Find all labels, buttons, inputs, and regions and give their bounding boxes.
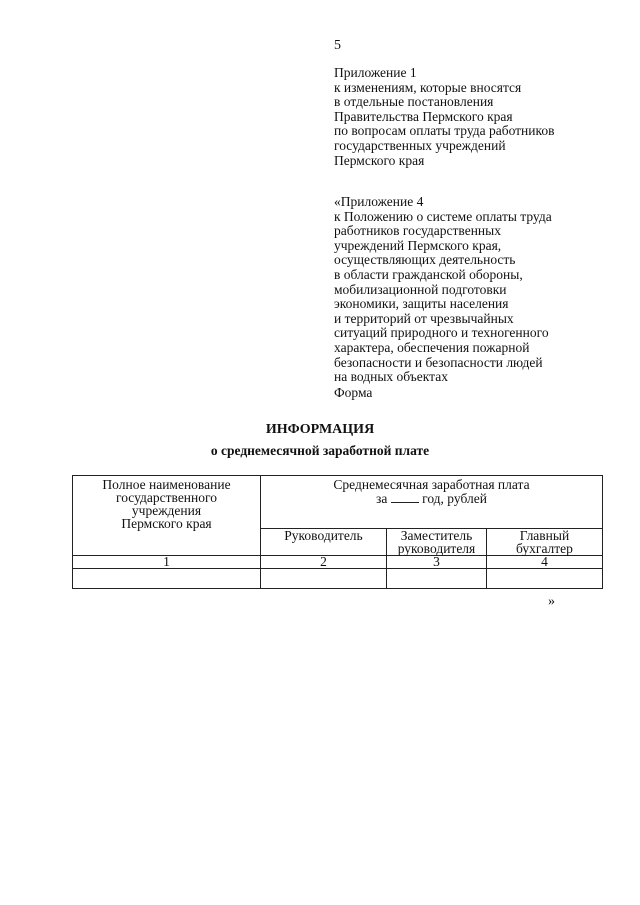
year-blank-field [391, 491, 419, 503]
header-line: Руководитель [284, 528, 363, 543]
column-number: 1 [73, 556, 261, 569]
appendix-1-line: по вопросам оплаты труда работников [334, 123, 555, 139]
table-cell [487, 569, 603, 589]
header-line: Пермского края [121, 516, 212, 531]
header-average-salary [261, 476, 603, 529]
appendix-1-header [334, 66, 614, 168]
table-row [73, 569, 603, 589]
appendix-1-line: Приложение 1 [334, 65, 417, 80]
column-number: 3 [387, 556, 487, 569]
header-line: руководителя [397, 541, 476, 556]
header-director [261, 529, 387, 556]
document-title: ИНФОРМАЦИЯ [265, 422, 375, 437]
appendix-4-line: работников государственных [334, 223, 501, 239]
table-cell [387, 569, 487, 589]
appendix-4-line: безопасности и безопасности людей [334, 354, 543, 370]
appendix-4-line: ситуаций природного и техногенного [334, 325, 549, 341]
appendix-1-line: государственных учреждений [334, 137, 506, 153]
appendix-1-line: Пермского края [334, 152, 425, 168]
header-line: бухгалтер [516, 541, 573, 556]
document-subtitle: о среднемесячной заработной плате [210, 443, 430, 458]
appendix-1-line: в отдельные постановления [334, 94, 494, 110]
table-header-row [73, 476, 603, 529]
header-period-prefix: за [376, 491, 388, 506]
closing-quote: » [548, 594, 555, 609]
appendix-4-line: мобилизационной подготовки [334, 281, 507, 297]
header-period-suffix: год, рублей [422, 491, 487, 506]
header-line: Полное наименование [102, 477, 231, 492]
appendix-4-line: и территорий от чрезвычайных [334, 310, 514, 326]
appendix-4-line: к Положению о системе оплаты труда [334, 208, 552, 224]
salary-table [72, 475, 603, 589]
appendix-4-line: экономики, защиты населения [334, 296, 509, 312]
form-label: Форма [334, 385, 373, 400]
appendix-4-line: в области гражданской обороны, [334, 266, 523, 282]
appendix-4-header [334, 195, 614, 385]
column-number-row [73, 556, 603, 569]
appendix-4-line: характера, обеспечения пожарной [334, 339, 530, 355]
appendix-1-line: к изменениям, которые вносятся [334, 79, 522, 95]
appendix-1-line: Правительства Пермского края [334, 108, 513, 124]
appendix-4-line: учреждений Пермского края, [334, 237, 502, 253]
header-deputy-director [387, 529, 487, 556]
header-chief-accountant [487, 529, 603, 556]
header-line: учреждения [131, 503, 202, 518]
header-line: государственного [116, 490, 217, 505]
table-cell [261, 569, 387, 589]
table-cell [73, 569, 261, 589]
page-number: 5 [334, 38, 341, 53]
column-number: 2 [261, 556, 387, 569]
header-line: Заместитель [400, 528, 473, 543]
appendix-4-line: на водных объектах [334, 369, 448, 385]
header-institution-name [73, 476, 261, 556]
appendix-4-line: осуществляющих деятельность [334, 252, 516, 268]
header-line: Главный [519, 528, 570, 543]
column-number: 4 [487, 556, 603, 569]
header-period-line [261, 491, 602, 505]
header-line: Среднемесячная заработная плата [333, 477, 530, 492]
appendix-4-line: «Приложение 4 [334, 194, 424, 209]
